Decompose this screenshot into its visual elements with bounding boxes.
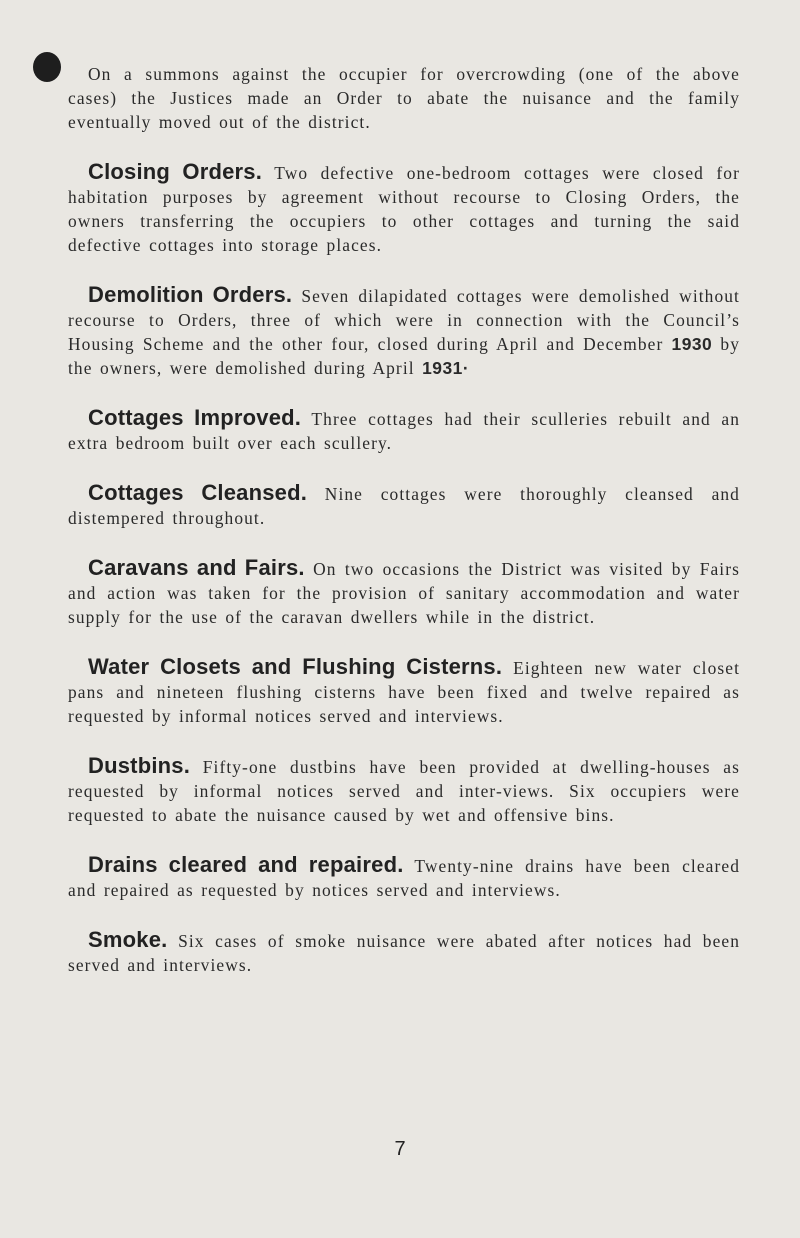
section-smoke [68,928,740,977]
intro-paragraph: On a summons against the occupier for overcrowding (one of the above cases) the Justices made an Order to abate the nuisance and the family eventually moved out of the district. [68,64,740,132]
section-heading: Cottages Improved. [88,405,302,430]
section-heading: Smoke. [88,927,168,952]
section-heading: Closing Orders. [88,159,263,184]
section-caravans-and-fairs [68,556,740,629]
section-text: On two occasions the District was visited by Fairs and action was taken for the provision of sanitary accommodation and water supply for the use of the caravan dwellers while in the district. [68,559,740,627]
section-heading: Caravans and Fairs. [88,555,305,580]
section-heading: Drains cleared and repaired. [88,852,404,877]
section-dustbins [68,754,740,827]
section-closing-orders [68,160,740,257]
section-heading: Water Closets and Flushing Cisterns. [88,654,503,679]
section-heading: Cottages Cleansed. [88,480,308,505]
year-text: 1930 [671,334,713,354]
section-demolition-orders [68,283,740,380]
section-water-closets [68,655,740,728]
section-text: by the owners, were demolished during April [68,334,741,378]
section-text: Six cases of smoke nuisance were abated after notices had been served and interviews. [68,931,740,975]
section-heading: Demolition Orders. [88,282,293,307]
document-body [68,62,740,1003]
section-heading: Dustbins. [88,753,191,778]
section-drains [68,853,740,902]
section-text: Three cottages had their sculleries rebuilt and an extra bedroom built over each scullery. [68,409,740,453]
section-text: Nine cottages were thoroughly cleansed and distempered throughout. [68,484,740,528]
section-text: Twenty-nine drains have been cleared and repaired as requested by notices served and interviews. [68,856,740,900]
section-text: Eighteen new water closet pans and nineteen flushing cisterns have been fixed and twelve repaired as requested by informal notices served and interviews. [68,658,741,726]
section-text: Seven dilapidated cottages were demolished without recourse to Orders, three of which were in connection with the Council’s Housing Scheme and the other four, closed during April and December [68,286,740,354]
section-text: Two defective one-bedroom cottages were closed for habitation purposes by agreement without recourse to Closing Orders, the owners transferring the occupiers to other cottages and turning the said defective cottages into storage places. [68,163,740,255]
section-text: Fifty-one dustbins have been provided at dwelling-houses as requested by informal notices served and inter-views. Six occupiers were requested to abate the nuisance caused by wet and offensive bins. [68,757,740,825]
section-cottages-improved [68,406,740,455]
section-cottages-cleansed [68,481,740,530]
year-text: 1931· [422,358,470,378]
page-number: 7 [394,1138,406,1160]
punch-hole [33,52,61,82]
